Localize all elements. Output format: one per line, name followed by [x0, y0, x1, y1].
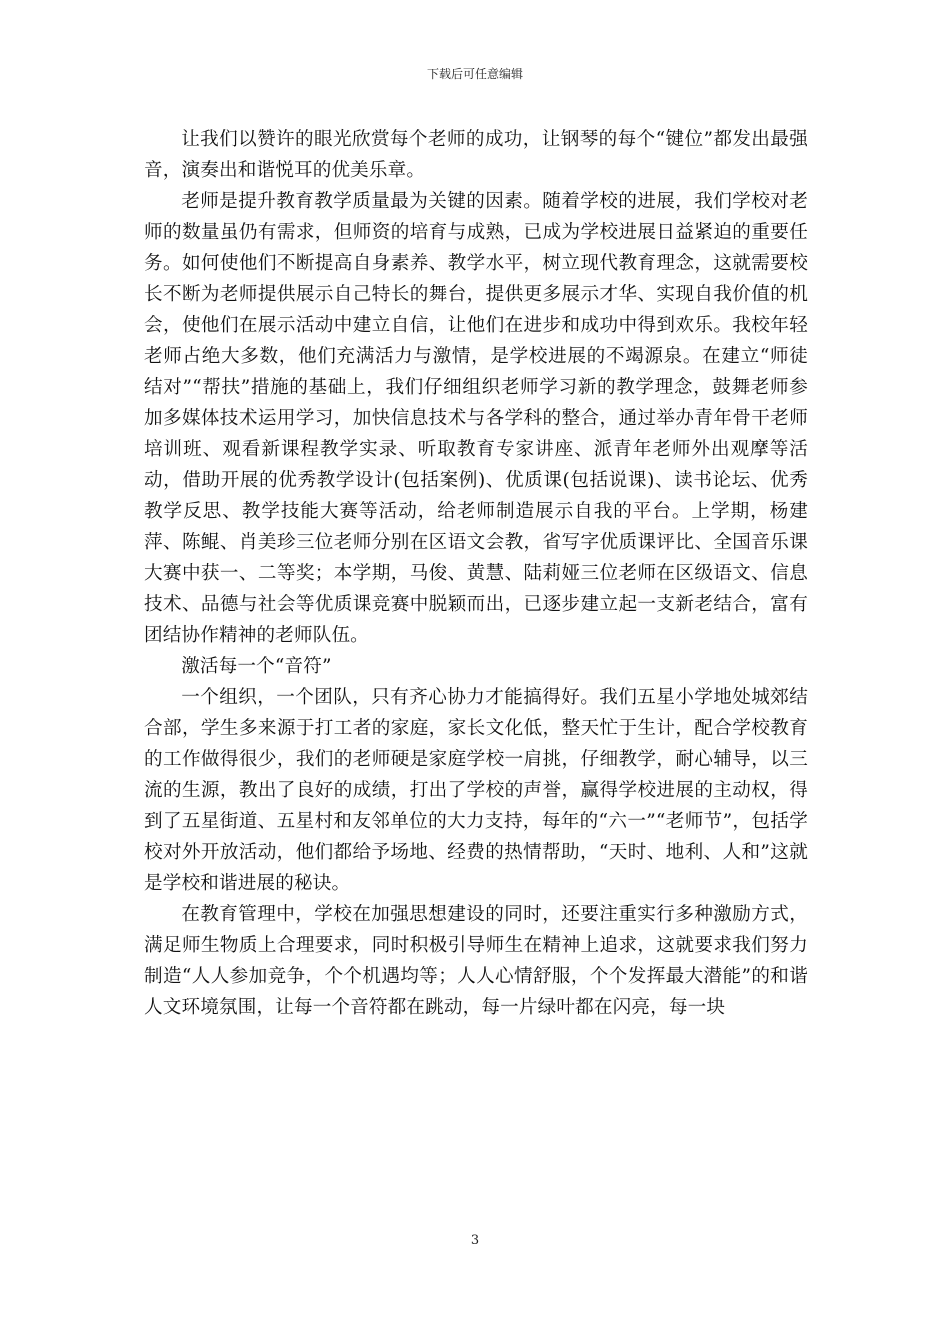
paragraph: 在教育管理中，学校在加强思想建设的同时，还要注重实行多种激励方式，满足师生物质上合理要求，同时积极引导师生在精神上追求，这就要求我们努力制造“人人参加竞争，个个机遇均等；人人心情舒服，个个发挥最大潜能”的和谐人文环境氛围，让每一个音符都在跳动，每一片绿叶都在闪亮，每一块: [144, 904, 808, 1018]
page-number: 3: [470, 1233, 480, 1248]
paragraph: 让我们以赞许的眼光欣赏每个老师的成功，让钢琴的每个“键位”都发出最强音，演奏出和谐悦耳的优美乐章。: [144, 129, 808, 181]
paragraph: 老师是提升教育教学质量最为关键的因素。随着学校的进展，我们学校对老师的数量虽仍有需求，但师资的培育与成熟，已成为学校进展日益紧迫的重要任务。如何使他们不断提高自身素养、教学水平，树立现代教育理念，这就需要校长不断为老师提供展示自己特长的舞台，提供更多展示才华、实现自我价值的机会，使他们在展示活动中建立自信，让他们在进步和成功中得到欢乐。我校年轻老师占绝大多数，他们充满活力与激情，是学校进展的不竭源泉。在建立“师徒结对”“帮扶”措施的基础上，我们仔细组织老师学习新的教学理念，鼓舞老师参加多媒体技术运用学习，加快信息技术与各学科的整合，通过举办青年骨干老师培训班、观看新课程教学实录、听取教育专家讲座、派青年老师外出观摩等活动，借助开展的优秀教学设计(包括案例)、优质课(包括说课)、读书论坛、优秀教学反思、教学技能大赛等活动，给老师制造展示自我的平台。上学期，杨建萍、陈鲲、肖美珍三位老师分别在区语文会教，省写字优质课评比、全国音乐课大赛中获一、二等奖；本学期，马俊、黄慧、陆莉娅三位老师在区级语文、信息技术、品德与社会等优质课竞赛中脱颖而出，已逐步建立起一支新老结合，富有团结协作精神的老师队伍。: [144, 191, 808, 646]
section-heading: 激活每一个“音符”: [181, 656, 332, 677]
page-header: 下载后可任意编辑: [426, 67, 523, 81]
paragraph: 一个组织，一个团队，只有齐心协力才能搞得好。我们五星小学地处城郊结合部，学生多来源于打工者的家庭，家长文化低，整天忙于生计，配合学校教育的工作做得很少，我们的老师硬是家庭学校一肩挑，仔细教学，耐心辅导，以三流的生源，教出了良好的成绩，打出了学校的声誉，赢得学校进展的主动权，得到了五星街道、五星村和友邻单位的大力支持，每年的“六一”“老师节”，包括学校对外开放活动，他们都给予场地、经费的热情帮助，“天时、地利、人和”这就是学校和谐进展的秘诀。: [144, 687, 808, 894]
document-body: [144, 124, 808, 1023]
